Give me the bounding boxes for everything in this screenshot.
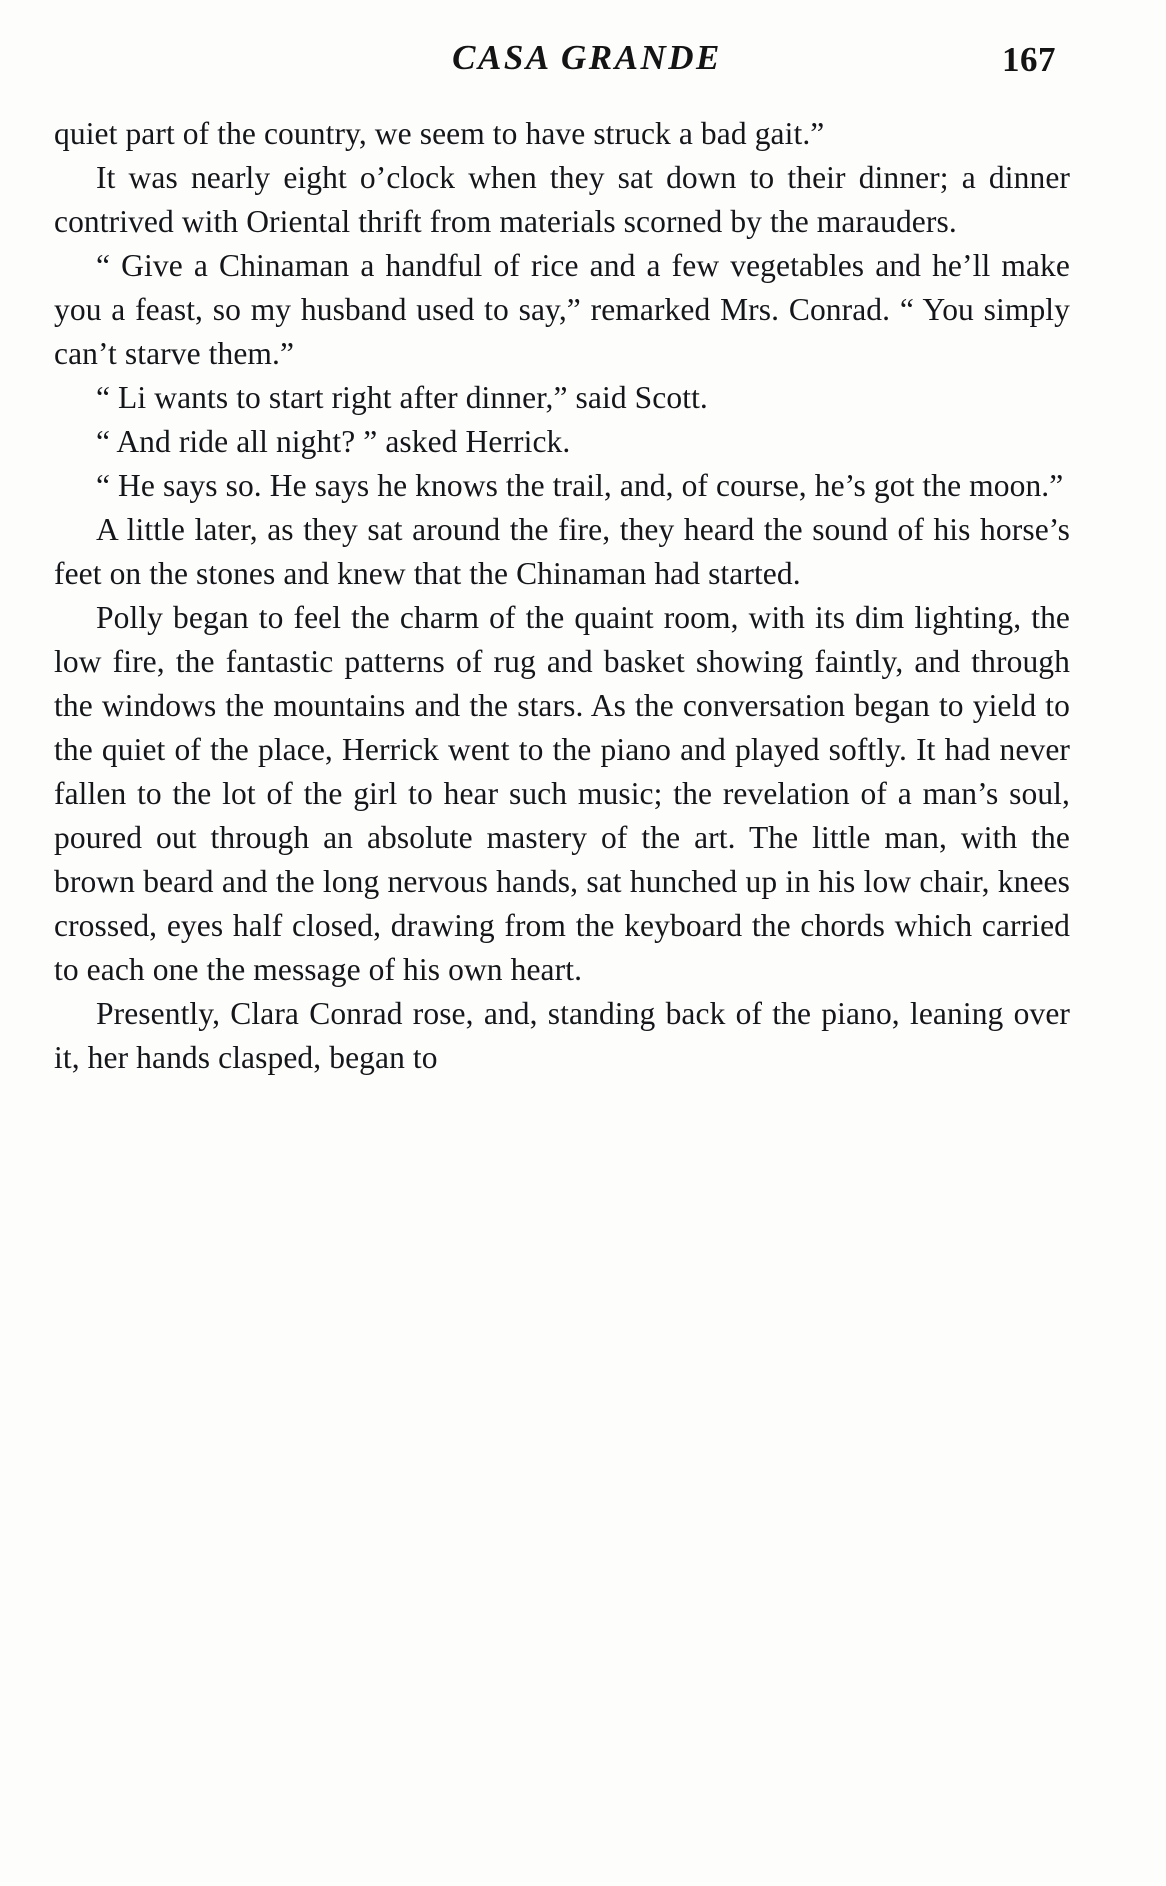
page-header	[118, 38, 1056, 86]
paragraph: “ Li wants to start right after dinner,” said Scott.	[96, 380, 708, 415]
paragraph: quiet part of the country, we seem to have struck a bad gait.”	[54, 116, 825, 151]
paragraph: A little later, as they sat around the fire, they heard the sound of his horse’s feet on the stones and knew that the Chinaman had started.	[54, 512, 1070, 591]
paragraph: “ Give a Chinaman a handful of rice and a few vegetables and he’ll make you a feast, so my husband used to say,” remarked Mrs. Conrad. “ You simply can’t starve them.”	[54, 248, 1070, 371]
page-number: 167	[1002, 40, 1056, 79]
running-title: CASA GRANDE	[452, 38, 722, 77]
paragraph: It was nearly eight o’clock when they sat down to their dinner; a dinner contrived with Oriental thrift from materials scorned by the marauders.	[54, 160, 1070, 239]
paragraph: Presently, Clara Conrad rose, and, standing back of the piano, leaning over it, her hands clasped, began to	[54, 996, 1070, 1075]
paragraph: Polly began to feel the charm of the quaint room, with its dim lighting, the low fire, the fantastic patterns of rug and basket showing faintly, and through the windows the mountains and the stars. As the conversation began to yield to the quiet of the place, Herrick went to the piano and played softly. It had never fallen to the lot of the girl to hear such music; the revelation of a man’s soul, poured out through an absolute mastery of the art. The little man, with the brown beard and the long nervous hands, sat hunched up in his low chair, knees crossed, eyes half closed, drawing from the keyboard the chords which carried to each one the message of his own heart.	[54, 600, 1070, 987]
page-body	[54, 112, 1070, 1080]
paragraph: “ And ride all night? ” asked Herrick.	[96, 424, 571, 459]
paragraph: “ He says so. He says he knows the trail, and, of course, he’s got the moon.”	[96, 468, 1064, 503]
